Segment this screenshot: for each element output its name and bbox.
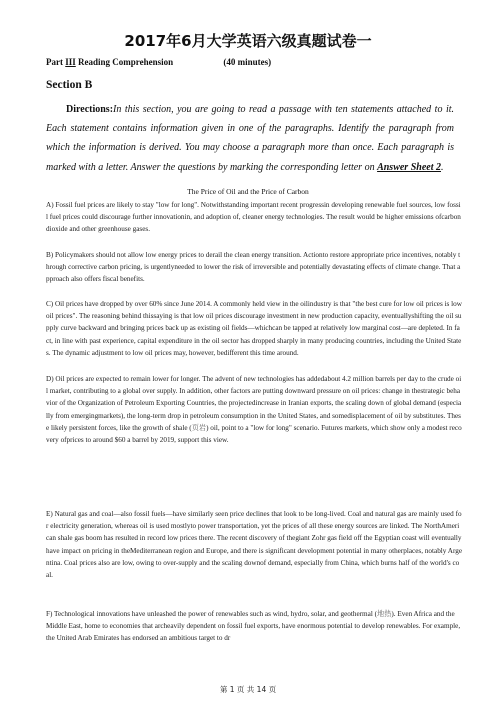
page-footer: 第 1 页 共 14 页: [219, 685, 277, 694]
paragraph-f-gloss: 地热: [377, 610, 392, 618]
paragraph-f-text: F) Technological innovations have unleashed the power of renewables such as wind, hydro, solar, and geothermal (: [46, 610, 378, 618]
paragraph-d-text: D) Oil prices are expected to remain lower for longer. The advent of new technologies has addedabout 4.2 million barrels per day to the crude oil market, contributing to a global over supply. In addition, other factors are putting downward pressure on oil prices: change in thestrategic behavior of the Organization of Petroleum Exporting Countries, the projectedincrease in Iranian exports, the scaling down of global demand (especially from emergingmarkets), the long-term drop in petroleum consumption in the United States, and somedisplacement of oil by substitutes. These likely persistent forces, like the growth of shale (: [46, 375, 462, 432]
answer-sheet-link: Answer Sheet 2: [377, 161, 441, 173]
directions-end: .: [440, 161, 444, 173]
paragraph-c: C) Oil prices have dropped by over 60% since June 2014. A commonly held view in the oilindustry is that "the best cure for low oil prices is low oil prices". The reasoning behind thissaying is that low oil prices discourage investment in new production capacity, eventuallyshifting the oil supply curve backward and bringing prices back up as existing oil fields—whichcan be tapped at relatively low marginal cost—are depleted. In fact, in line with past experience, capital expenditure in the oil sector has dropped sharply in many producing countries, including the United States. The dynamic adjustment to low oil prices may, however, bedifferent this time around.: [46, 300, 462, 357]
paragraph-e: E) Natural gas and coal—also fossil fuels—have similarly seen price declines that look to be long-lived. Coal and natural gas are mainly used for electricity generation, whereas oil is used mostlyto power transportation, yet the prices of all these energy sources are linked. The NorthAmerican shale gas boom has resulted in record low prices there. The recent discovery of thegiant Zohr gas field off the Egyptian coast will eventually have impact on pricing in theMediterranean region and Europe, and there is significant development potential in many otherplaces, notably Argentina. Coal prices also are low, owing to over-supply and the scaling downof demand, especially from China, which burns half of the world's coal.: [46, 510, 463, 580]
part-label: Part: [46, 57, 63, 67]
paragraph-f: [46, 608, 462, 645]
section-heading: Section B: [46, 79, 93, 91]
directions-lead: Directions:: [66, 104, 114, 115]
exam-title: 2017年6月大学英语六级真题试卷一: [124, 32, 372, 50]
paragraph-b: B) Policymakers should not allow low energy prices to derail the clean energy transition. Actionto restore appropriate price incentives, notably through corrective carbon pricing, is urgentlyneeded to lower the risk of irreversible and potentially devastating effects of climate change. That approach also offers fiscal benefits.: [46, 251, 461, 284]
paragraph-a: A) Fossil fuel prices are likely to stay "low for long". Notwithstanding important recent progressin developing renewable fuel sources, low fossil fuel prices could discourage further innovationin, and adoption of, cleaner energy technologies. The result would be higher emissions ofcarbon dioxide and other greenhouse gases.: [46, 201, 461, 234]
paragraph-d-tail: ) oil, point to a "low for long" scenario. Futures markets, which show only a modest recovery ofprices to around $60 a barrel by 2019, support this view.: [46, 423, 462, 445]
article-title: The Price of Oil and the Price of Carbon: [187, 187, 309, 196]
paragraph-d: [46, 373, 462, 446]
part-name: Reading Comprehension: [78, 57, 174, 67]
part-roman-numeral: III: [65, 57, 76, 67]
part-minutes: (40 minutes): [223, 57, 272, 67]
paragraph-d-gloss: 页岩: [191, 423, 207, 432]
directions-block: [46, 100, 454, 177]
part-heading: [46, 57, 271, 67]
directions-text: In this section, you are going to read a passage with ten statements attached to it. Each statement contains information given in one of the paragraphs. Identify the paragraph from which the information is derived. You may choose a paragraph more than once. Each paragraph is marked with a letter. Answer the questions by marking the corresponding letter on: [46, 104, 454, 173]
paragraph-f-tail: ). Even Africa and the Middle East, home to economies that archeavily dependent on fossil fuel exports, have enormous potential to develop renewables. For example, the United Arab Emirates has endorsed an ambitious target to dr: [46, 610, 461, 643]
